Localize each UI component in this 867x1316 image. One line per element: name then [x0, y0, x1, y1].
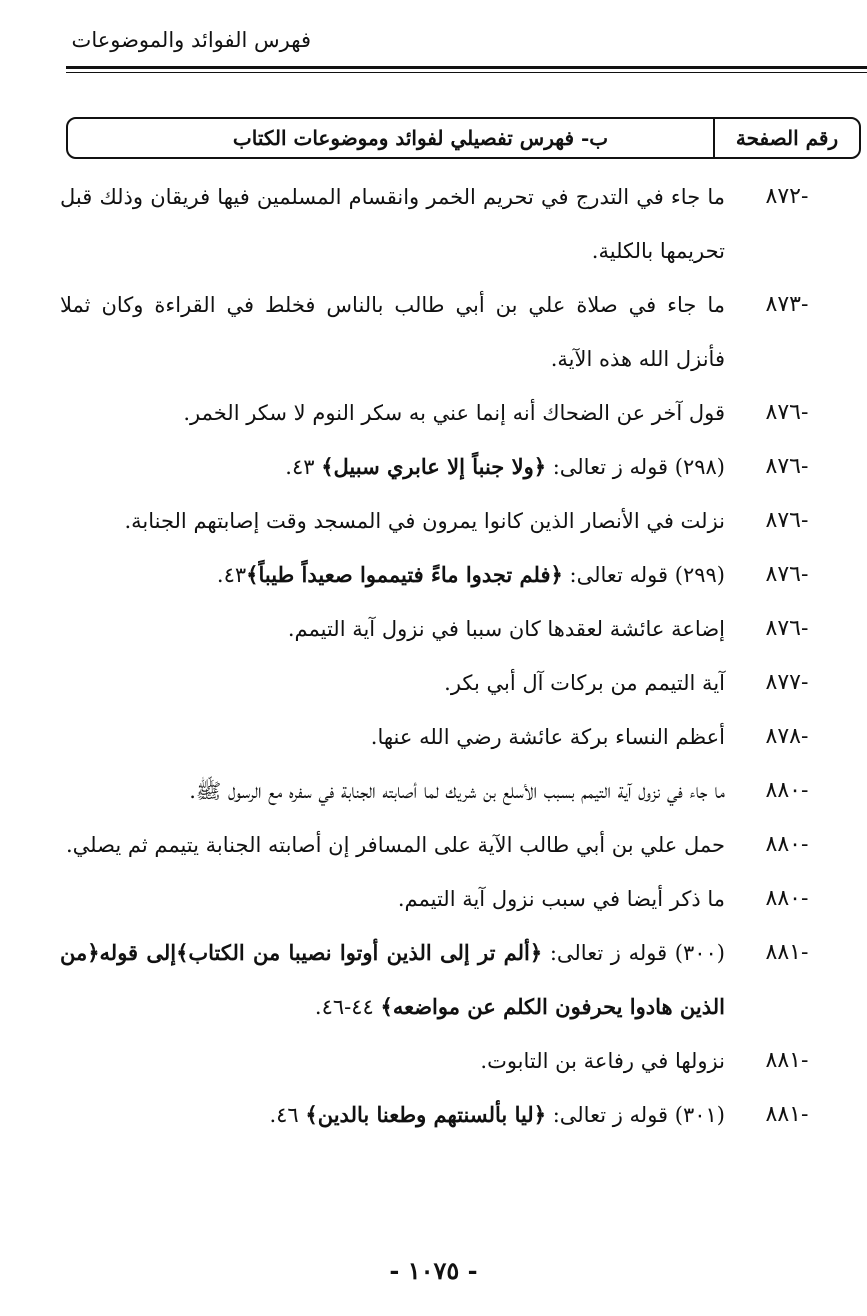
entry-text: نزلت في الأنصار الذين كانوا يمرون في المسجد وقت إصابتهم الجنابة. — [124, 509, 725, 533]
index-entry — [60, 1088, 849, 1142]
index-entry — [60, 872, 849, 926]
entry-text: ما ذكر أيضا في سبب نزول آية التيمم. — [397, 887, 725, 911]
index-entry — [60, 926, 849, 1034]
entry-text: نزولها في رفاعة بن التابوت. — [480, 1049, 725, 1073]
entry-page-number: -٨٨٠ — [765, 778, 809, 803]
header-rule-thin — [66, 72, 867, 73]
entry-text — [60, 440, 725, 494]
index-title-header: ب- فهرس تفصيلي لفوائد وموضوعات الكتاب — [232, 126, 609, 150]
index-entries — [60, 170, 849, 1142]
index-entry — [60, 818, 849, 872]
verse-number-label: (٢٩٨) قوله ز تعالى: — [546, 455, 725, 479]
entry-page-number: -٨٧٨ — [765, 724, 809, 749]
entry-page-number: -٨٨٠ — [765, 832, 809, 857]
entry-text: ما جاء في التدرج في تحريم الخمر وانقسام المسلمين فيها فريقان وذلك قبل تحريمها بالكلية. — [60, 185, 725, 263]
running-head: فهرس الفوائد والموضوعات — [71, 28, 311, 52]
entry-text — [60, 926, 725, 1034]
quran-verse: ﴿فلم تجدوا ماءً فتيمموا صعيداً طيباً﴾ — [246, 562, 563, 587]
entry-page-number: -٨٧٦ — [765, 454, 809, 479]
index-table-header — [66, 117, 861, 159]
header-rule — [66, 66, 867, 69]
index-entry — [60, 548, 849, 602]
verse-ref: ٤٣. — [216, 563, 247, 587]
entry-text: ما جاء في نزول آية التيمم بسبب الأسلع بن شريك لما أصابته الجنابة في سفره مع الرسول ﷺ. — [189, 779, 725, 803]
entry-page-number: -٨٧٢ — [765, 184, 809, 209]
index-entry — [60, 170, 849, 278]
verse-ref: ٤٤-٤٦. — [314, 995, 381, 1019]
entry-page-number: -٨٧٦ — [765, 400, 809, 425]
entry-page-number: -٨٨٠ — [765, 886, 809, 911]
page-column-header: رقم الصفحة — [713, 119, 859, 157]
index-entry — [60, 386, 849, 440]
index-entry — [60, 656, 849, 710]
entry-page-number: -٨٧٣ — [765, 292, 809, 317]
entry-text: قول آخر عن الضحاك أنه إنما عني به سكر النوم لا سكر الخمر. — [183, 401, 725, 425]
index-entry — [60, 278, 849, 386]
index-entry — [60, 1034, 849, 1088]
index-entry — [60, 764, 849, 818]
entry-text: آية التيمم من بركات آل أبي بكر. — [444, 671, 725, 695]
verse-number-label: (٣٠٠) قوله ز تعالى: — [542, 941, 725, 965]
page-number: - ١٠٧٥ - — [389, 1256, 478, 1285]
index-entry — [60, 602, 849, 656]
verse-number-label: (٢٩٩) قوله تعالى: — [562, 563, 725, 587]
entry-text — [60, 1088, 725, 1142]
entry-page-number: -٨٧٦ — [765, 508, 809, 533]
entry-text: ما جاء في صلاة علي بن أبي طالب بالناس فخلط في القراءة وكان ثملا فأنزل الله هذه الآية. — [60, 293, 725, 371]
verse-number-label: (٣٠١) قوله ز تعالى: — [546, 1103, 725, 1127]
index-entry — [60, 440, 849, 494]
entry-page-number: -٨٧٦ — [765, 562, 809, 587]
verse-ref: ٤٣. — [285, 455, 322, 479]
entry-text: حمل علي بن أبي طالب الآية على المسافر إن أصابته الجنابة يتيمم ثم يصلي. — [66, 833, 725, 857]
entry-page-number: -٨٧٧ — [765, 670, 809, 695]
entry-text — [60, 548, 725, 602]
entry-page-number: -٨٧٦ — [765, 616, 809, 641]
entry-text: أعظم النساء بركة عائشة رضي الله عنها. — [370, 725, 725, 749]
entry-page-number: -٨٨١ — [765, 1102, 809, 1127]
entry-page-number: -٨٨١ — [765, 940, 809, 965]
quran-verse: ﴿ألم تر إلى الذين أوتوا نصيبا من الكتاب﴾إلى قوله﴿من الذين هادوا يحرفون الكلم عن مواضعه﴾ — [60, 940, 725, 1019]
index-entry — [60, 494, 849, 548]
entry-page-number: -٨٨١ — [765, 1048, 809, 1073]
entry-text: إضاعة عائشة لعقدها كان سببا في نزول آية التيمم. — [287, 617, 725, 641]
quran-verse: ﴿ولا جنباً إلا عابري سبيل﴾ — [321, 454, 547, 479]
index-entry — [60, 710, 849, 764]
verse-ref: ٤٦. — [269, 1103, 306, 1127]
quran-verse: ﴿ليا بألسنتهم وطعنا بالدين﴾ — [305, 1102, 547, 1127]
